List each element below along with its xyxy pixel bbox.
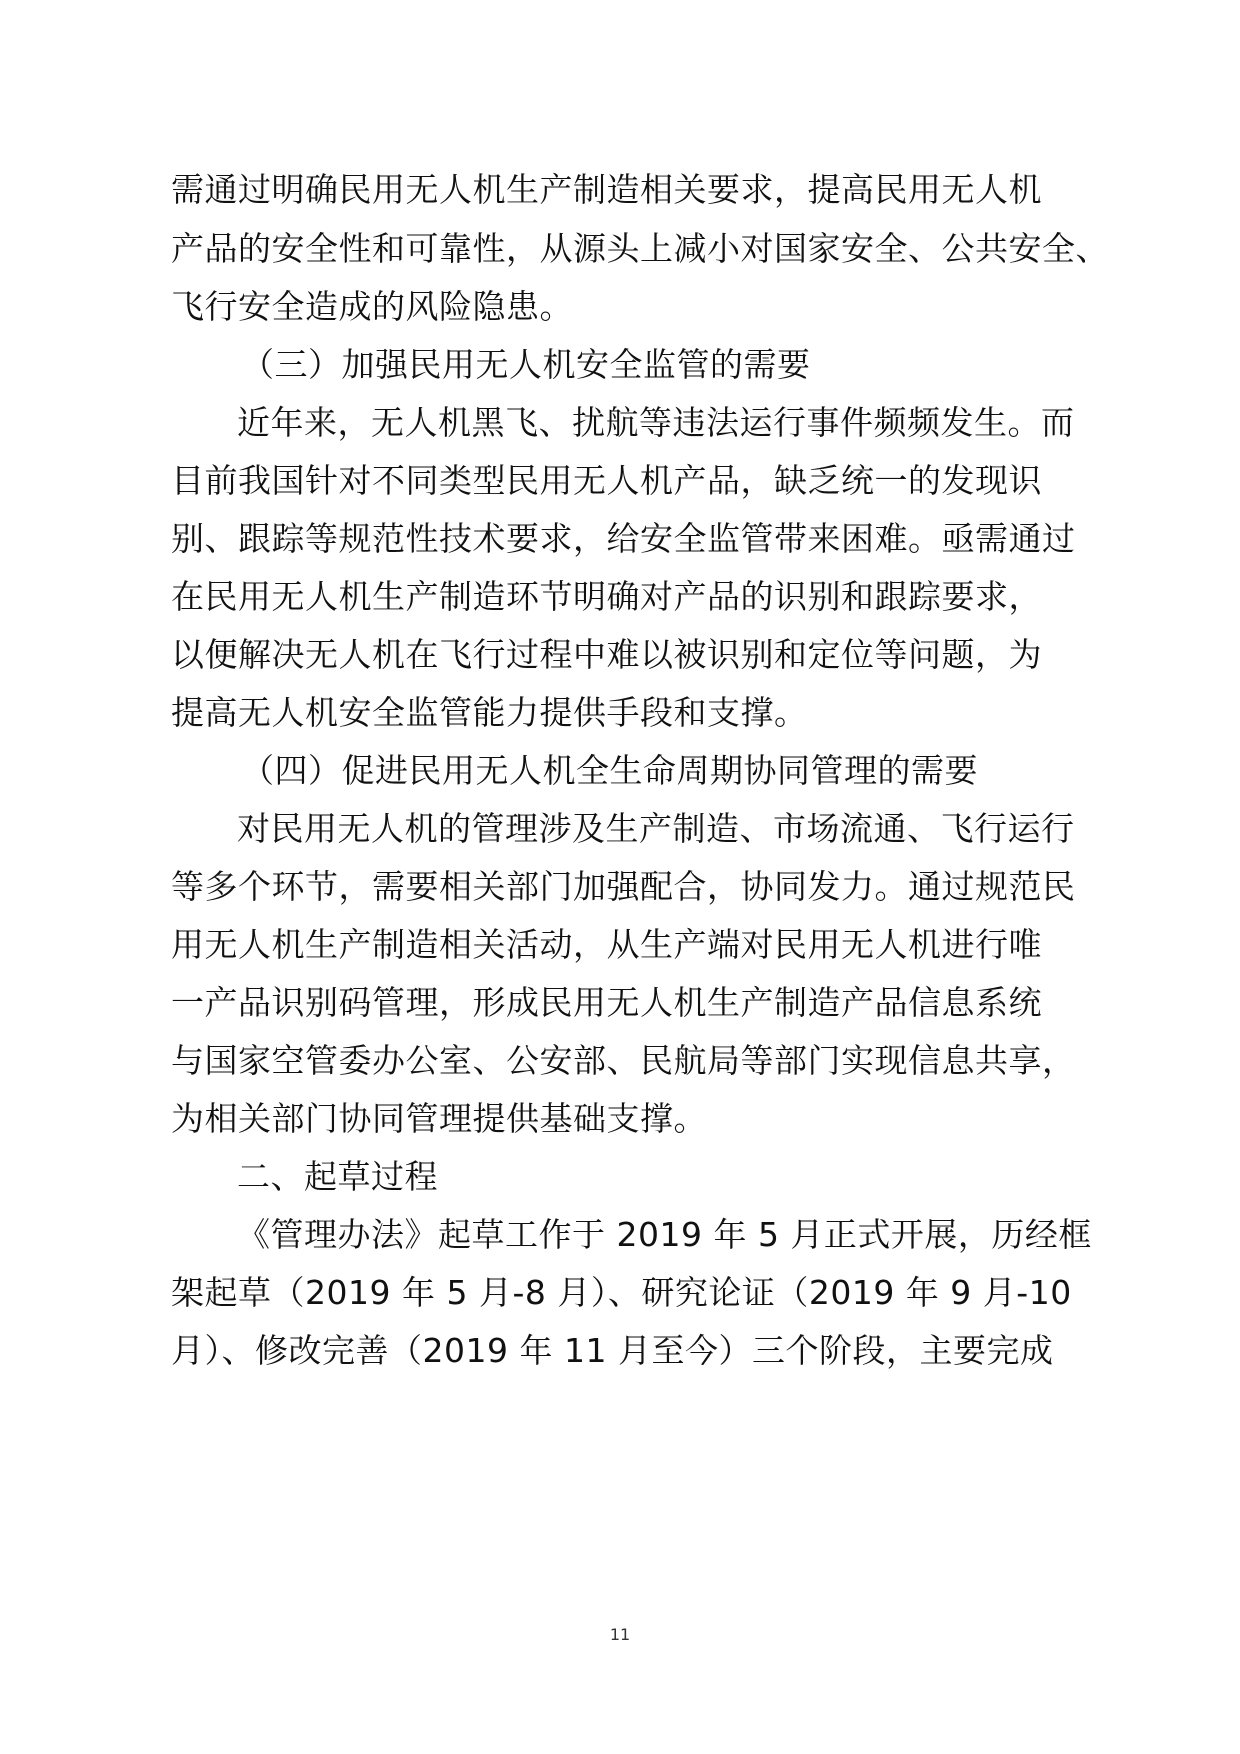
body-text-line: 一产品识别码管理，形成民用无人机生产制造产品信息系统 xyxy=(171,983,1042,1022)
body-text-line: 需通过明确民用无人机生产制造相关要求，提高民用无人机 xyxy=(171,170,1042,209)
body-text-line: 用无人机生产制造相关活动，从生产端对民用无人机进行唯 xyxy=(171,925,1042,964)
body-text-line: 对民用无人机的管理涉及生产制造、市场流通、飞行运行 xyxy=(237,809,1075,848)
section-heading-three: （三）加强民用无人机安全监管的需要 xyxy=(241,345,811,384)
body-text-line: 架起草（2019 年 5 月-8 月）、研究论证（2019 年 9 月-10 xyxy=(171,1273,1072,1312)
body-text-line: 近年来，无人机黑飞、扰航等违法运行事件频频发生。而 xyxy=(237,403,1075,442)
body-text-line: 《管理办法》起草工作于 2019 年 5 月正式开展，历经框 xyxy=(237,1215,1092,1254)
body-text-line: 等多个环节，需要相关部门加强配合，协同发力。通过规范民 xyxy=(171,867,1076,906)
page-number: 11 xyxy=(609,1625,631,1644)
body-text-line: 在民用无人机生产制造环节明确对产品的识别和跟踪要求， xyxy=(171,577,1042,616)
body-text-line: 提高无人机安全监管能力提供手段和支撑。 xyxy=(171,693,808,732)
body-text-line: 为相关部门协同管理提供基础支撑。 xyxy=(171,1099,707,1138)
section-heading-four: （四）促进民用无人机全生命周期协同管理的需要 xyxy=(241,751,978,790)
body-text-line: 飞行安全造成的风险隐患。 xyxy=(171,287,573,326)
section-heading-drafting-process: 二、起草过程 xyxy=(237,1157,438,1196)
body-text-line: 产品的安全性和可靠性，从源头上减小对国家安全、公共安全、 xyxy=(171,229,1109,268)
body-text-line: 月）、修改完善（2019 年 11 月至今）三个阶段，主要完成 xyxy=(171,1331,1054,1370)
body-text-line: 目前我国针对不同类型民用无人机产品，缺乏统一的发现识 xyxy=(171,461,1042,500)
body-text-line: 与国家空管委办公室、公安部、民航局等部门实现信息共享， xyxy=(171,1041,1076,1080)
body-text-line: 以便解决无人机在飞行过程中难以被识别和定位等问题，为 xyxy=(171,635,1042,674)
body-text-line: 别、跟踪等规范性技术要求，给安全监管带来困难。亟需通过 xyxy=(171,519,1076,558)
